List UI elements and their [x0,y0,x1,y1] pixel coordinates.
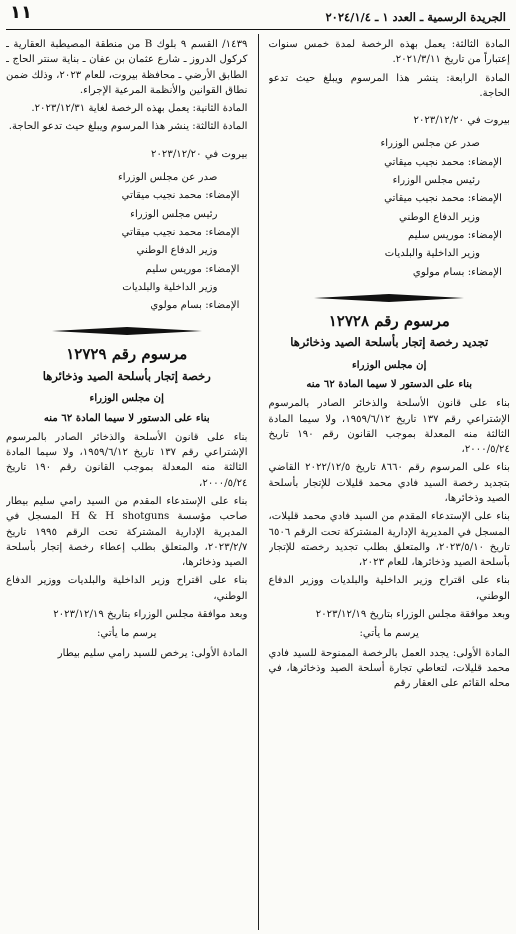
decree-subtitle: رخصة إتجار بأسلحة الصيد وذخائرها [42,368,211,383]
decrees-line: يرسم ما يأتي: [359,628,419,640]
council-heading: إن مجلس الوزراء [89,392,164,405]
signature-line: الإمضاء: محمد نجيب ميقاتي [121,226,240,238]
recital: وبعد موافقة مجلس الوزراء بتاريخ ٢٠٢٣/١٢/١٩ [53,609,248,621]
signature-line: الإمضاء: موريس سليم [408,229,502,241]
decree-title: مرسوم رقم ١٢٧٢٩ [66,345,188,364]
article-1-continued: ١٤٣٩/ القسم ٩ بلوك B من منطقة المصيطبة العقارية ـ كركول الدروز ـ شارع عثمان بن عفان ـ بناية سنتر الحاج ـ الطابق الأرضي ـ محافظة بيروت، للعام ٢٠٢٣، وذلك ضمن نطاق القوانين والأنظمة المرعية الإجراء. [6,39,248,96]
constitution-basis: بناء على الدستور لا سيما المادة ٦٢ منه [43,411,210,424]
place-date: بيروت في ٢٠٢٣/١٢/٢٠ [150,148,248,160]
article-1: المادة الأولى: يرخص للسيد رامي سليم بيطار [57,647,248,659]
council-heading: إن مجلس الوزراء [352,358,427,371]
recital: بناء على اقتراح وزير الداخلية والبلديات ووزير الدفاع الوطني، [268,575,510,602]
signatory-title: رئيس مجلس الوزراء [392,175,480,187]
signatory-title: وزير الدفاع الوطني [399,211,480,223]
article-3: المادة الثالثة: ينشر هذا المرسوم ويبلغ حيث تدعو الحاجة. [8,121,248,133]
signature-line: الإمضاء: موريس سليم [145,263,240,275]
place-date: بيروت في ٢٠٢٣/١٢/٢٠ [413,115,510,127]
gazette-title: الجريدة الرسمية ـ العدد ١ ـ ٢٠٢٤/١/٤ [325,9,506,24]
recital: بناء على قانون الأسلحة والذخائر الصادر بالمرسوم الإشتراعي رقم ١٣٧ تاريخ ١٩٥٩/٦/١٢، ولا سيما المادة الثالثة منه المعدلة بموجب القانون رقم ١٩٠ تاريخ ٢٠٠٠/٥/٢٤، [6,431,248,489]
issued-by: صدر عن مجلس الوزراء [117,172,218,184]
article-3: المادة الثالثة: يعمل بهذه الرخصة لمدة خمس سنوات إعتباراً من تاريخ ٢٠٢١/٣/١١. [268,39,510,66]
columns [6,30,510,930]
section-divider [269,294,511,302]
left-column [6,34,248,930]
signatory-title: رئيس مجلس الوزراء [130,208,218,220]
issued-by: صدر عن مجلس الوزراء [380,138,480,150]
signature-line: الإمضاء: بسام مولوي [150,300,240,312]
recital: بناء على المرسوم رقم ٨٦٦٠ تاريخ ٢٠٢٢/١٢/٥ القاضي بتجديد رخصة السيد فادي محمد قليلات للإتجار بأسلحة الصيد وذخائرها، [268,462,510,504]
decrees-line: يرسم ما يأتي: [97,628,157,640]
recital: بناء على الإستدعاء المقدم من السيد رامي سليم بيطار صاحب مؤسسة H & H shotguns المسجل في المديرية الإدارية المشتركة تحت الرقم ١٩٩٥ تاريخ ٢٠٢٣/٢/٧، والمتعلق بطلب إعطاء رخصة إتجار بأسلحة الصيد وذخائرها، [6,495,248,569]
signature-line: الإمضاء: محمد نجيب ميقاتي [384,193,502,205]
page-header [6,0,510,30]
signature-line: الإمضاء: محمد نجيب ميقاتي [121,190,240,202]
recital: بناء على اقتراح وزير الداخلية والبلديات ووزير الدفاع الوطني، [6,575,248,602]
article-4: المادة الرابعة: ينشر هذا المرسوم ويبلغ حيث تدعو الحاجة. [268,72,510,99]
article-1: المادة الأولى: يجدد العمل بالرخصة الممنوحة للسيد فادي محمد قليلات، لتعاطي تجارة أسلحة الصيد وذخائرها، في محله القائم على العقار رقم [268,647,510,690]
section-divider [6,327,248,335]
signature-line: الإمضاء: بسام مولوي [412,266,502,278]
constitution-basis: بناء على الدستور لا سيما المادة ٦٢ منه [306,377,473,390]
article-2: المادة الثانية: يعمل بهذه الرخصة لغاية ٢٠٢٣/١٢/٣١. [31,103,248,115]
right-column [269,34,511,930]
signatory-title: وزير الداخلية والبلديات [384,248,480,260]
signatory-title: وزير الدفاع الوطني [136,245,218,257]
decree-title: مرسوم رقم ١٢٧٢٨ [328,311,450,330]
signatory-title: وزير الداخلية والبلديات [122,281,218,293]
recital: وبعد موافقة مجلس الوزراء بتاريخ ٢٠٢٣/١٢/١٩ [315,609,510,621]
column-divider [258,34,259,930]
decree-subtitle: تجديد رخصة إتجار بأسلحة الصيد وذخائرها [290,335,489,350]
recital: بناء على الإستدعاء المقدم من السيد فادي محمد قليلات، المسجل في المديرية الإدارية المشتركة تحت الرقم ٦٥٠٦ تاريخ ٢٠٢٣/٥/١٠، والمتعلق بطلب تجديد رخصته للإتجار بأسلحة الصيد وذخائرها، للعام ٢٠٢٣، [268,511,510,569]
recital: بناء على قانون الأسلحة والذخائر الصادر بالمرسوم الإشتراعي رقم ١٣٧ تاريخ ١٩٥٩/٦/١٢، ولا سيما المادة الثالثة منه المعدلة بموجب القانون رقم ١٩٠ تاريخ ٢٠٠٠/٥/٢٤، [268,398,510,456]
signature-line: الإمضاء: محمد نجيب ميقاتي [384,156,502,168]
page-number: ١١ [10,2,32,23]
